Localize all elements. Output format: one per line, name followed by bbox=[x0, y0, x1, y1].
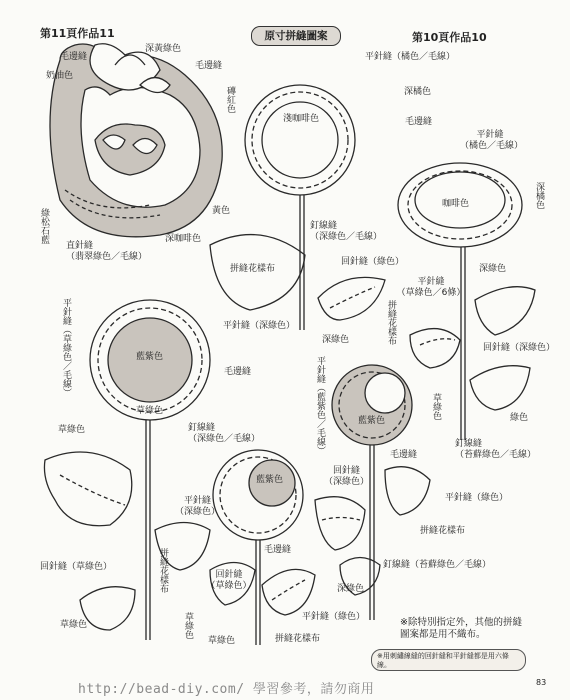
note-box: ※用刺繡線縫的回針縫和平針縫都是用六條線。 bbox=[371, 649, 526, 671]
label-29: 草綠色 bbox=[136, 406, 164, 416]
label-10: 平針縫（橘色／毛線） bbox=[365, 52, 456, 62]
label-42: 拼縫花樣布 bbox=[420, 526, 466, 536]
label-34: 草綠色 bbox=[58, 425, 86, 435]
label-41: 平針縫 （深綠色） bbox=[174, 496, 220, 517]
label-53: 草綠色 bbox=[208, 636, 236, 646]
label-19: 回針縫（綠色） bbox=[341, 257, 405, 267]
label-32: 草綠色 bbox=[431, 393, 441, 420]
label-26: 平針縫（草綠色／毛線） bbox=[61, 298, 71, 397]
label-46: 釘線縫（苔蘚綠色／毛線） bbox=[383, 560, 492, 570]
watermark-url: http://bead-diy.com/ 學習參考，請勿商用 bbox=[78, 682, 375, 697]
label-2: 深黃綠色 bbox=[145, 44, 182, 54]
label-30: 平針縫（藍紫色／毛線） bbox=[315, 356, 325, 455]
label-11: 深橘色 bbox=[404, 87, 432, 97]
label-47: 回針縫 （草綠色） bbox=[206, 570, 252, 591]
label-13: 毛邊縫 bbox=[405, 117, 433, 127]
label-38: 藍紫色 bbox=[256, 475, 284, 485]
label-35: 釘線縫 （深綠色／毛線） bbox=[188, 423, 261, 444]
label-8: 深咖啡色 bbox=[165, 234, 202, 244]
label-25: 回針縫（深綠色） bbox=[483, 343, 556, 353]
label-5: 磚紅色 bbox=[225, 86, 235, 113]
label-52: 拼縫花樣布 bbox=[275, 634, 321, 644]
label-15: 深橘色 bbox=[534, 182, 544, 209]
label-37: 毛邊縫 bbox=[390, 450, 418, 460]
label-17: 釘線縫 （深綠色／毛線） bbox=[310, 221, 383, 242]
label-21: 平針縫 （草綠色／6條） bbox=[396, 277, 466, 298]
label-45: 毛邊縫 bbox=[264, 545, 292, 555]
note-main: ※除特別指定外，其他的拼縫圖案都是用不織布。 bbox=[400, 617, 522, 640]
label-9: 直針縫 （翡翠綠色／毛線） bbox=[66, 241, 148, 262]
label-20: 深綠色 bbox=[479, 264, 507, 274]
label-31: 藍紫色 bbox=[358, 416, 386, 426]
label-33: 綠色 bbox=[510, 413, 529, 423]
label-27: 藍紫色 bbox=[136, 352, 164, 362]
label-28: 毛邊縫 bbox=[224, 367, 252, 377]
label-40: 平針縫（綠色） bbox=[445, 493, 509, 503]
label-39: 回針縫 （深綠色） bbox=[323, 466, 369, 487]
header-right: 第10頁作品10 bbox=[412, 31, 487, 44]
leaf-large bbox=[44, 452, 131, 526]
label-16: 咖啡色 bbox=[442, 199, 470, 209]
label-6: 黃色 bbox=[212, 206, 231, 216]
label-48: 深綠色 bbox=[337, 584, 365, 594]
label-43: 回針縫（草綠色） bbox=[40, 562, 113, 572]
label-7: 綠松石藍 bbox=[39, 208, 49, 244]
page-title: 原寸拼縫圖案 bbox=[251, 26, 341, 46]
label-22: 平針縫（深綠色） bbox=[223, 321, 296, 331]
label-24: 深綠色 bbox=[322, 335, 350, 345]
page-number: 83 bbox=[536, 678, 547, 687]
label-1: 毛邊縫 bbox=[60, 52, 88, 62]
label-23: 拼縫花樣布 bbox=[386, 300, 396, 345]
label-36: 釘線縫 （苔蘚綠色／毛線） bbox=[455, 439, 537, 460]
label-49: 草綠色 bbox=[60, 620, 88, 630]
label-12: 淺咖啡色 bbox=[283, 114, 320, 124]
label-4: 毛邊縫 bbox=[195, 61, 223, 71]
label-50: 草綠色 bbox=[183, 612, 193, 639]
label-14: 平針縫 （橘色／毛線） bbox=[460, 130, 524, 151]
header-left: 第11頁作品11 bbox=[40, 27, 115, 40]
label-18: 拼縫花樣布 bbox=[230, 264, 276, 274]
label-44: 拼縫花樣布 bbox=[158, 548, 168, 593]
label-3: 奶油色 bbox=[46, 71, 74, 81]
label-51: 平針縫（綠色） bbox=[302, 612, 366, 622]
